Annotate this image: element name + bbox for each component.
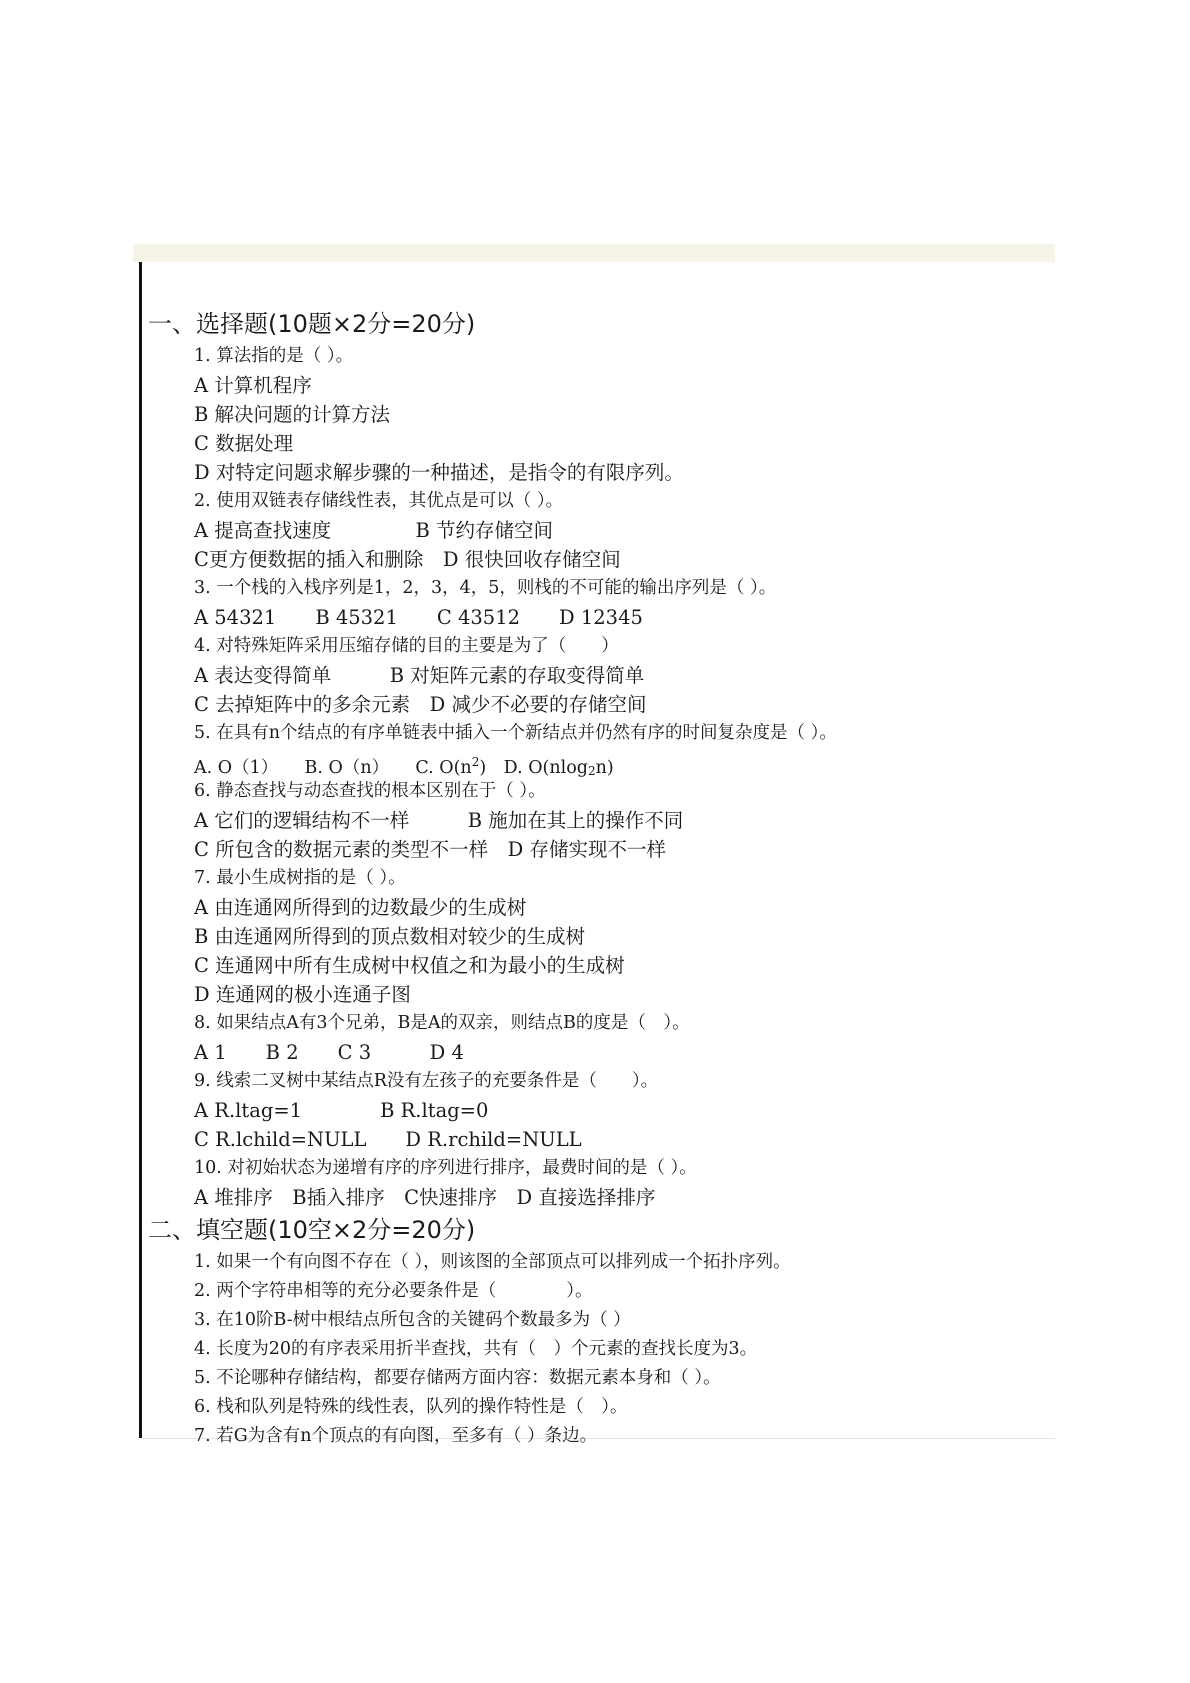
question-option-complexity-row <box>194 748 1048 777</box>
scan-top-band <box>133 244 1055 262</box>
question-option: D 连通网的极小连通子图 <box>194 983 411 1006</box>
multiple-choice-questions <box>148 342 1048 1212</box>
question-option: A 计算机程序 <box>194 374 312 397</box>
question-option: A 1 B 2 C 3 D 4 <box>194 1041 464 1064</box>
fill-in-item: 6. 栈和队列是特殊的线性表，队列的操作特性是（ ）。 <box>194 1397 628 1417</box>
question-option: C R.lchild=NULL D R.rchild=NULL <box>194 1128 582 1151</box>
question-stem: 6. 静态查找与动态查找的根本区别在于（ ）。 <box>194 781 546 801</box>
question-stem: 10. 对初始状态为递增有序的序列进行排序，最费时间的是（ ）。 <box>194 1158 697 1178</box>
subscript: 2 <box>588 764 596 778</box>
question-option: B 由连通网所得到的顶点数相对较少的生成树 <box>194 925 586 948</box>
fill-in-item: 7. 若G为含有n个顶点的有向图，至多有（ ）条边。 <box>194 1426 598 1446</box>
question-stem: 2. 使用双链表存储线性表，其优点是可以（ ）。 <box>194 491 564 511</box>
fill-in-item: 3. 在10阶B-树中根结点所包含的关键码个数最多为（ ） <box>194 1310 631 1330</box>
question-option: C 连通网中所有生成树中权值之和为最小的生成树 <box>194 954 625 977</box>
question-option: A 提高查找速度 B 节约存储空间 <box>194 519 554 542</box>
question-option: C更方便数据的插入和删除 D 很快回收存储空间 <box>194 548 621 571</box>
superscript: 2 <box>471 755 480 769</box>
option-c: C. O(n <box>415 758 472 778</box>
option-c-close: ) <box>479 758 504 778</box>
fill-in-blank-questions <box>148 1248 1048 1451</box>
question-option: A 54321 B 45321 C 43512 D 12345 <box>194 606 643 629</box>
question-stem: 7. 最小生成树指的是（ ）。 <box>194 868 406 888</box>
question-option: A 堆排序 B插入排序 C快速排序 D 直接选择排序 <box>194 1186 656 1209</box>
question-stem: 5. 在具有n个结点的有序单链表中插入一个新结点并仍然有序的时间复杂度是（ ）。 <box>194 723 837 743</box>
left-margin-rule <box>139 262 142 1438</box>
option-a: A. O（1） <box>194 758 305 778</box>
option-d-close: n) <box>595 758 614 778</box>
question-option: A 表达变得简单 B 对矩阵元素的存取变得简单 <box>194 664 645 687</box>
option-b: B. O（n） <box>304 758 416 778</box>
fill-in-item: 4. 长度为20的有序表采用折半查找，共有（ ）个元素的查找长度为3。 <box>194 1339 758 1359</box>
question-stem: 3. 一个栈的入栈序列是1，2，3，4，5，则栈的不可能的输出序列是（ ）。 <box>194 578 777 598</box>
fill-in-item: 2. 两个字符串相等的充分必要条件是（ ）。 <box>194 1281 593 1301</box>
section-title-fill-in-blank: 二、填空题(10空×2分=20分) <box>148 1216 476 1244</box>
question-stem: 4. 对特殊矩阵采用压缩存储的目的主要是为了（ ） <box>194 636 619 656</box>
question-option: B 解决问题的计算方法 <box>194 403 391 426</box>
fill-in-item: 5. 不论哪种存储结构，都要存储两方面内容：数据元素本身和（ ）。 <box>194 1368 721 1388</box>
question-option: D 对特定问题求解步骤的一种描述，是指令的有限序列。 <box>194 461 684 484</box>
question-stem: 8. 如果结点A有3个兄弟，B是A的双亲，则结点B的度是（ ）。 <box>194 1013 690 1033</box>
section-title-multiple-choice: 一、选择题(10题×2分=20分) <box>148 310 476 338</box>
question-option: A 它们的逻辑结构不一样 B 施加在其上的操作不同 <box>194 809 684 832</box>
question-option: A 由连通网所得到的边数最少的生成树 <box>194 896 527 919</box>
question-stem: 1. 算法指的是（ ）。 <box>194 346 354 366</box>
option-d: D. O(nlog <box>503 758 588 778</box>
question-option: C 数据处理 <box>194 432 294 455</box>
question-option: C 去掉矩阵中的多余元素 D 减少不必要的存储空间 <box>194 693 647 716</box>
exam-page <box>148 306 1048 1451</box>
question-option: C 所包含的数据元素的类型不一样 D 存储实现不一样 <box>194 838 666 861</box>
question-stem: 9. 线索二叉树中某结点R没有左孩子的充要条件是（ ）。 <box>194 1071 659 1091</box>
fill-in-item: 1. 如果一个有向图不存在（ ），则该图的全部顶点可以排列成一个拓扑序列。 <box>194 1252 791 1272</box>
question-option: A R.ltag=1 B R.ltag=0 <box>194 1099 489 1122</box>
